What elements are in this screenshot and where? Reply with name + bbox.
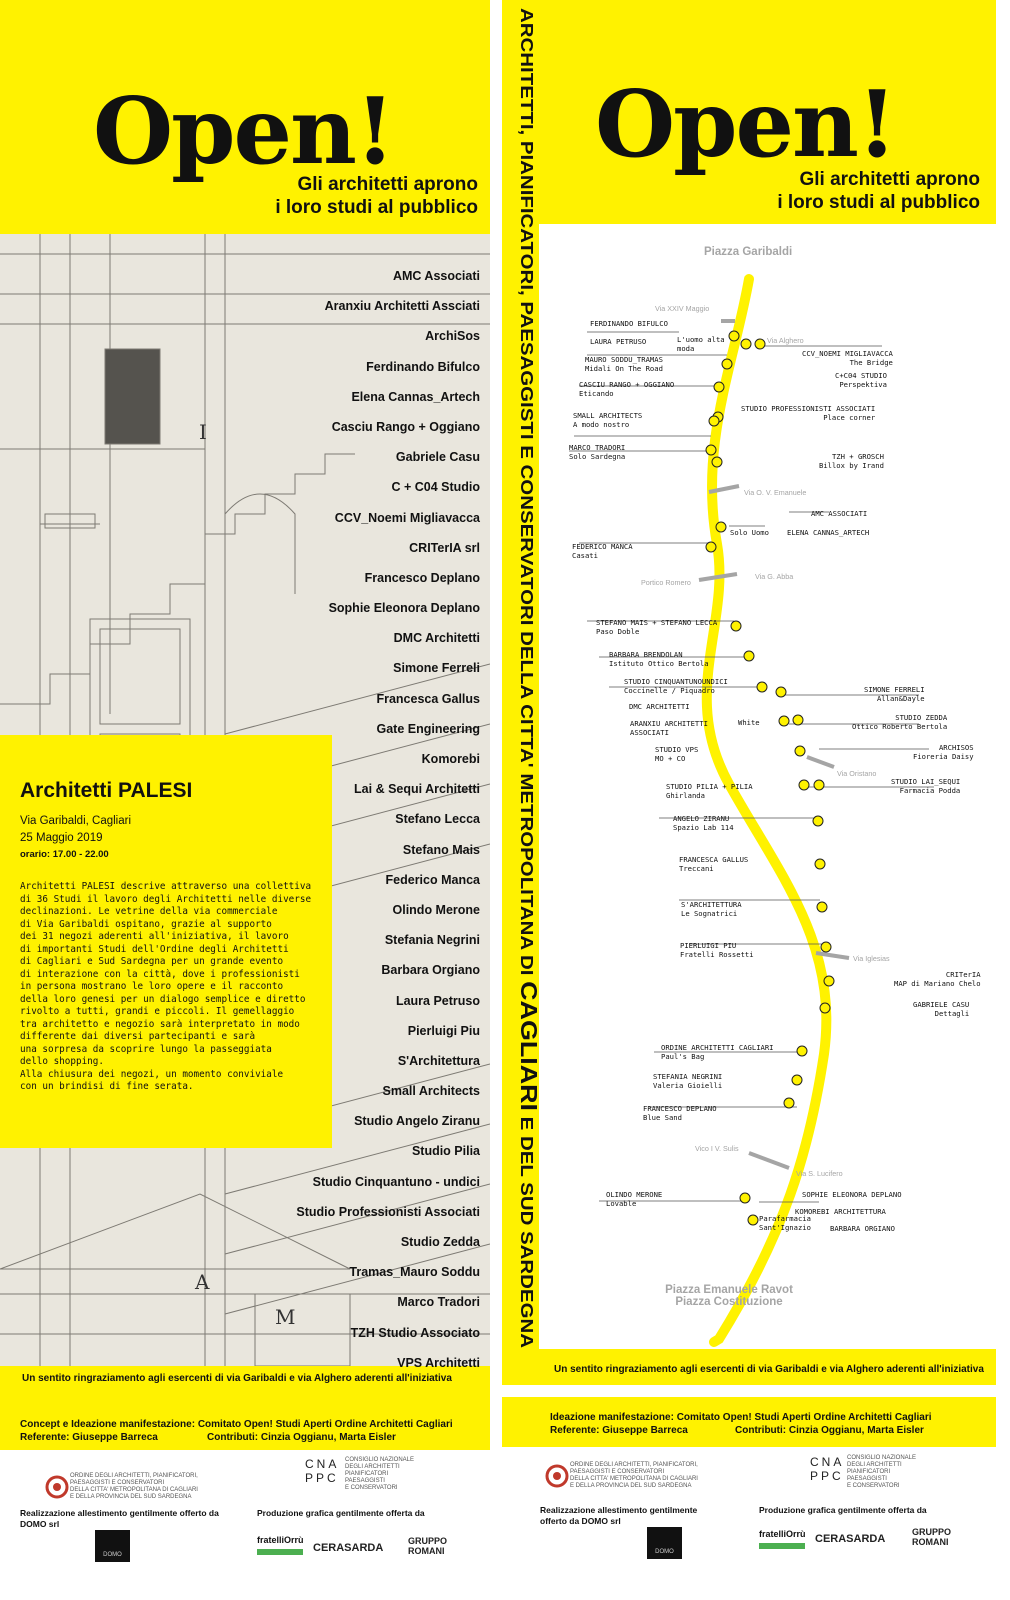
map-label-left: STEFANO MAIS + STEFANO LECCA Paso Doble: [596, 618, 718, 636]
studio-item: AMC Associati: [392, 269, 480, 283]
produzione-text: Produzione grafica gentilmente offerta da: [759, 1505, 927, 1515]
subtitle-line-2: i loro studi al pubblico: [777, 192, 980, 213]
street-label: Portico Romero: [641, 578, 691, 587]
studio-item: DMC Architetti: [393, 631, 480, 646]
subtitle-line-2: i loro studi al pubblico: [275, 197, 478, 218]
studio-item: Elena Cannas_Artech: [351, 389, 480, 404]
credits-contributi: Contributi: Cinzia Oggianu, Marta Eisler: [207, 1432, 396, 1443]
map-label-right: STUDIO ZEDDA Ottico Roberto Bertola: [852, 713, 948, 731]
studio-item: Barbara Orgiano: [381, 963, 480, 978]
studio-item: Ferdinando Bifulco: [366, 359, 480, 374]
map-label-right: AMC ASSOCIATI: [811, 509, 868, 518]
svg-text:I: I: [199, 420, 207, 444]
map-label-left: FEDERICO MANCA Casati: [572, 542, 633, 560]
studio-item: CRITerIA srl: [409, 540, 480, 555]
studio-item: Tramas_Mauro Soddu: [349, 1265, 480, 1280]
logos-area: [0, 1450, 490, 1600]
gruppo-romani-logo: GRUPPO ROMANI: [408, 1536, 448, 1556]
map-label-right: ELENA CANNAS_ARTECH: [787, 528, 870, 537]
realizzazione-text: Realizzazione allestimento gentilmente offerto da DOMO srl: [540, 1505, 698, 1526]
produzione-text: Produzione grafica gentilmente offerta da: [257, 1508, 425, 1518]
piazza-bottom-label: [644, 1284, 814, 1308]
studio-item: Federico Manca: [385, 872, 480, 887]
studio-item: Lai & Sequi Architetti: [354, 782, 480, 797]
realizzazione-text: Realizzazione allestimento gentilmente offerto da DOMO srl: [20, 1508, 219, 1529]
map-label-right: Solo Uomo: [730, 528, 769, 537]
event-hours: orario: 17.00 - 22.00: [20, 849, 109, 860]
cnappc-logo-text: CONSIGLIO NAZIONALE DEGLI ARCHITETTI PIANIFICATORI PAESAGGISTI E CONSERVATORI: [345, 1457, 415, 1491]
map-label-left: ARANXIU ARCHITETTI ASSOCIATI: [630, 719, 708, 737]
studio-item: Gabriele Casu: [395, 450, 480, 465]
svg-text:M: M: [275, 1305, 296, 1329]
street-label: Via Alghero: [767, 336, 804, 345]
map-label-left: PIERLUIGI PIU Fratelli Rossetti: [680, 941, 754, 959]
thanks-text: Un sentito ringraziamento agli esercenti di via Garibaldi e via Alghero aderenti all'iniziativa: [22, 1373, 452, 1384]
map-label-right: SIMONE FERRELI Allan&Dayle: [864, 685, 925, 703]
studio-item: Sophie Eleonora Deplano: [328, 601, 480, 616]
studio-item: Olindo Merone: [392, 902, 480, 917]
map-label-right: BARBARA ORGIANO: [830, 1224, 895, 1233]
gruppo-romani-logo: GRUPPO ROMANI: [912, 1527, 952, 1547]
studio-item: Francesca Gallus: [376, 691, 480, 706]
poster-subtitle: [722, 168, 980, 214]
map-label-left: STUDIO PILIA + PILIA Ghirlanda: [666, 782, 753, 800]
studio-item: Francesco Deplano: [364, 570, 480, 585]
cnappc-logo-mark: CNA PPC: [305, 1457, 340, 1485]
event-title: Architetti PALESI: [20, 779, 193, 802]
map-label-left: FRANCESCO DEPLANO Blue Sand: [643, 1104, 717, 1122]
map-label-left: FRANCESCA GALLUS Treccani: [679, 855, 749, 873]
studio-item: Simone Ferreli: [393, 661, 480, 676]
map-label-left: FERDINANDO BIFULCO: [590, 319, 668, 328]
event-description: Architetti PALESI descrive attraverso una collettiva di 36 Studi il lavoro degli Architetti nelle diverse declinazioni. Le vetrine della via commerciale di Via Garibaldi ospitano, grazie al supporto dei 31 negozi aderenti all'iniziativa, il lavoro di importanti Studi dell'Ordine degli Architetti di Cagliari e Sud Sardegna per un grande evento di interazione con la città, dove i professionisti in persona mostrano le loro opere e il racconto della loro genesi per un dialogo semplice e diretto rivolto a tutti, grandi e piccoli. Il gemellaggio tra architetto e negozio sarà interpretato in modo differente dai diversi partecipanti e sarà una sorpresa da scoprire lungo la passeggiata dello shopping. Alla chiusura dei negozi, un momento conviviale con un brindisi di fine serata.: [20, 881, 312, 1092]
map-label-left: MARCO TRADORI Solo Sardegna: [569, 443, 626, 461]
studio-item: S'Architettura: [397, 1053, 480, 1068]
street-label: Via G. Abba: [755, 572, 794, 581]
studio-item: Aranxiu Architetti Assciati: [324, 299, 480, 314]
subtitle-line-1: Gli architetti aprono: [799, 169, 980, 190]
studio-item: C + C04 Studio: [391, 480, 480, 495]
street-label: Via S. Lucifero: [796, 1169, 843, 1178]
map-label-right: KOMOREBI ARCHITETTURA: [795, 1207, 886, 1216]
map-label-left: CASCIU RANGO + OGGIANO Eticando: [579, 380, 675, 398]
map-label-right: L'uomo alta moda: [677, 335, 725, 353]
map-label-right: STUDIO PROFESSIONISTI ASSOCIATI Place corner: [741, 404, 876, 422]
cerasarda-logo: CERASARDA: [313, 1542, 384, 1554]
event-date: 25 Maggio 2019: [20, 832, 103, 844]
piazza-bottom-line-2: Piazza Costituzione: [675, 1296, 783, 1308]
fratelli-orru-bar: [759, 1543, 805, 1549]
map-label-left: OLINDO MERONE Lovable: [606, 1190, 663, 1208]
vertical-banner-part3: E DEL SUD SARDEGNA: [517, 1111, 537, 1314]
poster-title: Open!: [595, 70, 896, 178]
studio-item: Studio Cinquantuno - undici: [312, 1174, 480, 1189]
street-label: Via O. V. Emanuele: [744, 488, 807, 497]
subtitle-line-1: Gli architetti aprono: [297, 174, 478, 195]
studio-item: Studio Zedda: [400, 1235, 480, 1249]
cnappc-logo-mark: CNA PPC: [810, 1455, 845, 1483]
cnappc-logo-text: CONSIGLIO NAZIONALE DEGLI ARCHITETTI PIANIFICATORI PAESAGGISTI E CONSERVATORI: [847, 1455, 917, 1489]
street-label: Via XXIV Maggio: [655, 304, 710, 313]
map-label-left: STEFANIA NEGRINI Valeria Gioielli: [653, 1072, 723, 1090]
ordine-logo-text: ORDINE DEGLI ARCHITETTI, PIANIFICATORI, PAESAGGISTI E CONSERVATORI DELLA CITTA' METROPOLITANA DI CAGLIARI E DELLA PROVINCIA DEL SUD SARDEGNA: [570, 1462, 698, 1489]
cerasarda-logo: CERASARDA: [815, 1533, 886, 1545]
studio-item: Stefano Lecca: [395, 812, 480, 827]
studio-item: VPS Architetti: [397, 1355, 480, 1370]
credits-referente: Referente: Giuseppe Barreca: [20, 1432, 158, 1443]
map-label-left: MAURO SODDU_TRAMAS Midali On The Road: [585, 355, 663, 373]
studio-item: Small Architects: [382, 1084, 480, 1099]
studio-item: Studio Pilia: [411, 1144, 480, 1159]
studio-item: Studio Professionisti Associati: [296, 1204, 480, 1219]
street-label: Via Iglesias: [853, 954, 890, 963]
map-label-left: STUDIO CINQUANTUNOUNDICI Coccinelle / Piquadro: [624, 677, 728, 695]
domo-logo: [647, 1527, 682, 1559]
studio-item: ArchiSos: [425, 329, 480, 344]
map-label-right: CCV_NOEMI MIGLIAVACCA The Bridge: [802, 349, 893, 367]
svg-text:A: A: [195, 1270, 210, 1294]
thanks-text: Un sentito ringraziamento agli esercenti di via Garibaldi e via Alghero aderenti all'iniziativa: [554, 1364, 984, 1375]
studio-item: Gate Engineering: [376, 721, 480, 736]
studio-item: Pierluigi Piu: [407, 1023, 480, 1038]
vertical-banner-text: [512, 0, 542, 1380]
street-label: Vico I V. Sulis: [695, 1144, 739, 1153]
map-label-left: S'ARCHITETTURA Le Sognatrici: [681, 900, 742, 918]
map-label-left: ANGELO ZIRANU Spazio Lab 114: [673, 814, 734, 832]
map-label-right: Parafarmacia Sant'Ignazio: [759, 1214, 811, 1232]
poster-title: Open!: [93, 77, 394, 185]
event-box: [0, 735, 332, 1148]
studio-item: Marco Tradori: [397, 1295, 480, 1310]
map-label-right: STUDIO LAI_SEQUI Farmacia Podda: [891, 777, 961, 795]
event-place: Via Garibaldi, Cagliari: [20, 815, 132, 827]
map-label-right: GABRIELE CASU Dettagli: [913, 1000, 970, 1018]
fratelli-orru-logo: fratelliOrrù: [759, 1529, 806, 1539]
piazza-top-label: Piazza Garibaldi: [704, 246, 793, 258]
map-label-right: CRITerIA MAP di Mariano Chelo: [894, 970, 981, 988]
studio-item: Casciu Rango + Oggiano: [331, 419, 480, 434]
route-map: [539, 224, 996, 1349]
map-label-left: BARBARA BRENDOLAN Istituto Ottico Bertola: [609, 650, 709, 668]
ordine-logo-text: ORDINE DEGLI ARCHITETTI, PIANIFICATORI, PAESAGGISTI E CONSERVATORI DELLA CITTA' METROPOLITANA DI CAGLIARI E DELLA PROVINCIA DEL SUD SARDEGNA: [70, 1473, 198, 1500]
map-label-right: ARCHISOS Fioreria Daisy: [913, 743, 974, 761]
domo-logo: [95, 1530, 130, 1562]
vertical-banner-part1: ARCHITETTI, PIANIFICATORI, PAESAGGISTI E CONSERVATORI DELLA CITTA' METROPOLITANA DI: [517, 8, 537, 842]
map-label-right: TZH + GROSCH Billox by Irand: [819, 452, 884, 470]
studio-item: Stefano Mais: [402, 842, 480, 857]
credits-concept: Concept e Ideazione manifestazione: Comitato Open! Studi Aperti Ordine Architetti Cagliari: [20, 1419, 453, 1430]
map-label-left: ORDINE ARCHITETTI CAGLIARI Paul's Bag: [661, 1043, 774, 1061]
street-label: Via Oristano: [837, 769, 877, 778]
left-banner: [0, 0, 490, 1600]
studio-item: TZH Studio Associato: [350, 1325, 480, 1340]
map-label-left: LAURA PETRUSO: [590, 337, 647, 346]
map-label-right: White: [738, 718, 760, 727]
studio-item: CCV_Noemi Migliavacca: [334, 510, 480, 525]
studio-item: Studio Angelo Ziranu: [354, 1114, 480, 1129]
logos-area: [502, 1447, 996, 1600]
map-label-right: SOPHIE ELEONORA DEPLANO: [802, 1190, 902, 1199]
map-label-left: DMC ARCHITETTI: [629, 702, 690, 711]
map-label-right: C+C04 STUDIO Perspektiva: [835, 371, 887, 389]
studio-item: Stefania Negrini: [384, 933, 480, 948]
fratelli-orru-logo: fratelliOrrù: [257, 1535, 304, 1545]
map-label-left: STUDIO VPS MO + CO: [655, 745, 699, 763]
domo-logo-text: DOMO: [103, 1552, 122, 1558]
studio-item: Laura Petruso: [395, 993, 480, 1008]
studio-item: Komorebi: [421, 752, 480, 766]
map-label-left: SMALL ARCHITECTS A modo nostro: [573, 411, 643, 429]
piazza-bottom-line-1: Piazza Emanuele Ravot: [665, 1284, 793, 1296]
credits-ideazione: Ideazione manifestazione: Comitato Open! Studi Aperti Ordine Architetti Cagliari: [550, 1412, 932, 1423]
vertical-banner-part2: CAGLIARI: [516, 981, 542, 1093]
white-divider: [502, 1385, 996, 1397]
credits-contributi: Contributi: Cinzia Oggianu, Marta Eisler: [735, 1425, 924, 1436]
fratelli-orru-bar: [257, 1549, 303, 1555]
credits-referente: Referente: Giuseppe Barreca: [550, 1425, 688, 1436]
poster-subtitle: [220, 173, 478, 219]
domo-logo-text: DOMO: [655, 1549, 674, 1555]
